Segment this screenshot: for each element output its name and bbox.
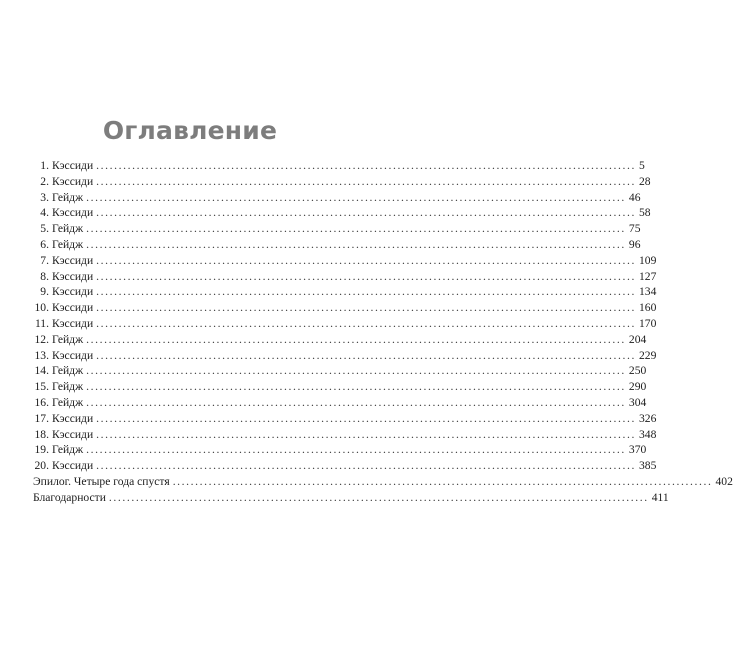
dot-leader: ........................................................................................................................ xyxy=(96,301,636,315)
dot-leader: ........................................................................................................................ xyxy=(172,474,713,488)
dot-leader: ........................................................................................................................ xyxy=(86,380,626,394)
dot-leader: ........................................................................................................................ xyxy=(96,459,636,473)
toc-entry-number: 20. xyxy=(34,459,49,473)
toc-entry[interactable] xyxy=(33,316,657,332)
toc-entry[interactable] xyxy=(33,411,657,427)
dot-leader: ........................................................................................................................ xyxy=(96,348,636,362)
toc-entry[interactable] xyxy=(33,158,645,174)
toc-entry-title: Гейдж xyxy=(52,222,84,236)
toc-entry-number: 7. xyxy=(40,253,49,267)
toc-entry-number: 12. xyxy=(34,332,49,346)
toc-entry-page: 75 xyxy=(628,222,641,236)
toc-entry[interactable] xyxy=(33,205,651,221)
dot-leader: ........................................................................................................................ xyxy=(86,332,626,346)
toc-entry-page: 402 xyxy=(715,474,733,488)
toc-entry-title: Гейдж xyxy=(52,395,84,409)
toc-entry-page: 58 xyxy=(638,206,651,220)
toc-entry-epilogue[interactable] xyxy=(33,474,733,490)
toc-entry-title: Кэссиди xyxy=(52,285,94,299)
toc-entry-number: 10. xyxy=(34,301,49,315)
toc-entry-title: Кэссиди xyxy=(52,316,94,330)
toc-entry-page: 370 xyxy=(628,443,647,457)
toc-entry[interactable] xyxy=(33,363,647,379)
toc-entry-number: 5. xyxy=(40,222,49,236)
toc-entry-page: 46 xyxy=(628,190,641,204)
toc-entry-page: 385 xyxy=(638,459,657,473)
toc-entry-page: 326 xyxy=(638,411,657,425)
toc-entry[interactable] xyxy=(33,300,657,316)
toc-entry-number: 14. xyxy=(34,364,49,378)
toc-entry-number: 18. xyxy=(34,427,49,441)
toc-entry-title: Гейдж xyxy=(52,364,84,378)
toc-entry[interactable] xyxy=(33,284,657,300)
table-of-contents xyxy=(33,158,733,506)
toc-entry-number: 3. xyxy=(40,190,49,204)
toc-entry[interactable] xyxy=(33,379,647,395)
toc-entry-title: Гейдж xyxy=(52,190,84,204)
toc-entry-number: 11. xyxy=(34,316,49,330)
toc-entry[interactable] xyxy=(33,348,657,364)
toc-entry-page: 250 xyxy=(628,364,647,378)
toc-entry-page: 304 xyxy=(628,395,647,409)
dot-leader: ........................................................................................................................ xyxy=(96,285,636,299)
dot-leader: ........................................................................................................................ xyxy=(86,190,626,204)
toc-entry-page: 28 xyxy=(638,174,651,188)
dot-leader: ........................................................................................................................ xyxy=(96,253,636,267)
dot-leader: ........................................................................................................................ xyxy=(96,206,636,220)
toc-entry[interactable] xyxy=(33,237,641,253)
toc-entry-page: 109 xyxy=(638,253,657,267)
dot-leader: ........................................................................................................................ xyxy=(96,411,636,425)
toc-entry[interactable] xyxy=(33,269,657,285)
toc-entry-title: Гейдж xyxy=(52,443,84,457)
toc-entry[interactable] xyxy=(33,395,647,411)
toc-entry[interactable] xyxy=(33,427,657,443)
toc-entry-page: 160 xyxy=(638,301,657,315)
page-title: Оглавление xyxy=(102,116,278,145)
toc-entry-page: 5 xyxy=(638,159,645,172)
toc-entry-title: Кэссиди xyxy=(52,411,94,425)
toc-entry-page: 290 xyxy=(628,380,647,394)
toc-entry[interactable] xyxy=(33,174,651,190)
toc-entry-number: 4. xyxy=(40,206,49,220)
dot-leader: ........................................................................................................................ xyxy=(96,427,636,441)
toc-entry[interactable] xyxy=(33,442,647,458)
toc-entry-page: 229 xyxy=(638,348,657,362)
toc-entry[interactable] xyxy=(33,221,641,237)
dot-leader: ........................................................................................................................ xyxy=(96,159,636,172)
toc-entry-title: Кэссиди xyxy=(52,159,94,172)
toc-entry-title: Кэссиди xyxy=(52,253,94,267)
toc-entry-page: 348 xyxy=(638,427,657,441)
dot-leader: ........................................................................................................................ xyxy=(86,364,626,378)
toc-entry-title: Эпилог. Четыре года спустя xyxy=(33,474,170,488)
toc-entry-title: Кэссиди xyxy=(52,206,94,220)
toc-entry-number: 8. xyxy=(40,269,49,283)
dot-leader: ........................................................................................................................ xyxy=(96,316,636,330)
toc-entry-acknowledgements[interactable] xyxy=(33,490,669,506)
dot-leader: ........................................................................................................................ xyxy=(86,222,626,236)
toc-entry-title: Гейдж xyxy=(52,380,84,394)
dot-leader: ........................................................................................................................ xyxy=(86,395,626,409)
toc-entry-title: Гейдж xyxy=(52,332,84,346)
toc-entry-number: 17. xyxy=(34,411,49,425)
toc-entry-number: 15. xyxy=(34,380,49,394)
toc-entry-page: 134 xyxy=(638,285,657,299)
toc-entry-title: Кэссиди xyxy=(52,174,94,188)
toc-entry[interactable] xyxy=(33,253,657,269)
toc-entry-title: Кэссиди xyxy=(52,459,94,473)
toc-entry-number: 6. xyxy=(40,237,49,251)
toc-entry-number: 16. xyxy=(34,395,49,409)
toc-entry-number: 13. xyxy=(34,348,49,362)
toc-entry-page: 170 xyxy=(638,316,657,330)
toc-entry-title: Кэссиди xyxy=(52,269,94,283)
toc-entry-number: 1. xyxy=(40,159,49,172)
toc-entry-page: 127 xyxy=(638,269,657,283)
toc-entry-title: Кэссиди xyxy=(52,301,94,315)
toc-entry-page: 96 xyxy=(628,237,641,251)
toc-entry[interactable] xyxy=(33,332,647,348)
toc-entry[interactable] xyxy=(33,458,657,474)
dot-leader: ........................................................................................................................ xyxy=(86,237,626,251)
toc-entry-number: 9. xyxy=(40,285,49,299)
toc-entry[interactable] xyxy=(33,190,641,206)
dot-leader: ........................................................................................................................ xyxy=(96,269,636,283)
toc-entry-title: Кэссиди xyxy=(52,427,94,441)
dot-leader: ........................................................................................................................ xyxy=(86,443,626,457)
toc-entry-page: 204 xyxy=(628,332,647,346)
toc-entry-title: Благодарности xyxy=(33,490,106,504)
toc-entry-title: Кэссиди xyxy=(52,348,94,362)
toc-entry-number: 19. xyxy=(34,443,49,457)
dot-leader: ........................................................................................................................ xyxy=(108,490,649,504)
toc-entry-title: Гейдж xyxy=(52,237,84,251)
toc-entry-number: 2. xyxy=(40,174,49,188)
toc-entry-page: 411 xyxy=(651,490,669,504)
dot-leader: ........................................................................................................................ xyxy=(96,174,636,188)
